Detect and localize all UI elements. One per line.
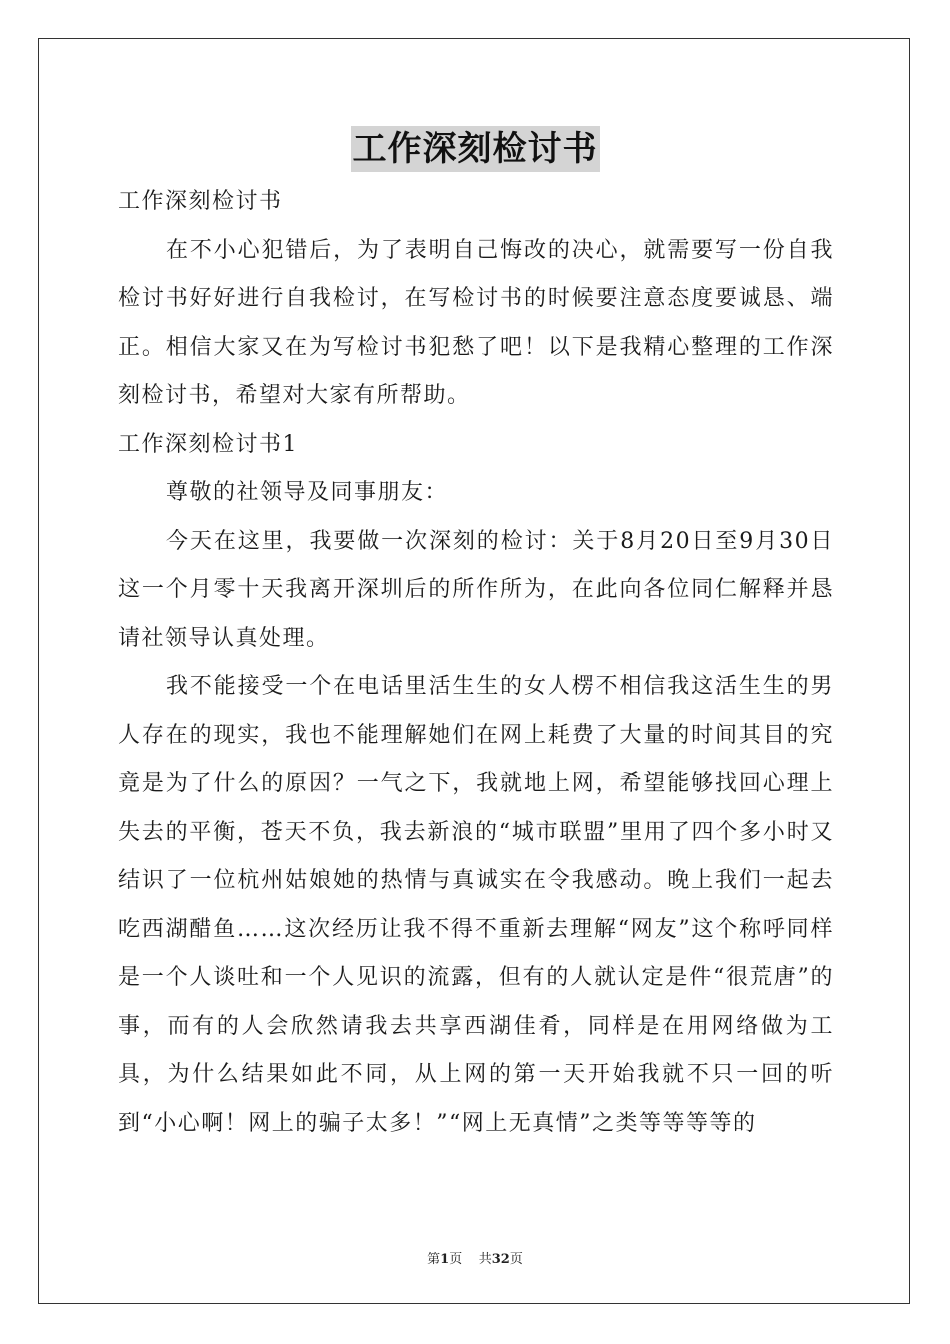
salutation: 尊敬的社领导及同事朋友： (166, 480, 449, 505)
total-suffix: 页 (509, 1252, 523, 1267)
total-page-count: 32 (491, 1252, 510, 1267)
page-suffix: 页 (449, 1252, 463, 1267)
subtitle-line: 工作深刻检讨书 (118, 189, 283, 214)
page-footer (0, 1248, 950, 1267)
intro-paragraph: 在不小心犯错后，为了表明自己悔改的决心，就需要写一份自我检讨书好好进行自我检讨，在写检讨书的时候要注意态度要诚恳、端正。相信大家又在为写检讨书犯愁了吧！以下是我精心整理的工作深刻检讨书，希望对大家有所帮助。 (118, 237, 834, 408)
page-prefix: 第 (427, 1252, 441, 1267)
title-container (0, 126, 950, 172)
current-page-number: 1 (440, 1252, 450, 1267)
body-paragraph-1: 今天在这里，我要做一次深刻的检讨：关于8月20日至9月30日这一个月零十天我离开深圳后的所作所为，在此向各位同仁解释并恳请社领导认真处理。 (118, 528, 834, 651)
document-body (118, 178, 834, 1148)
body-paragraph-2: 我不能接受一个在电话里活生生的女人楞不相信我这活生生的男人存在的现实，我也不能理解她们在网上耗费了大量的时间其目的究竟是为了什么的原因？一气之下，我就地上网，希望能够找回心理上失去的平衡，苍天不负，我去新浪的“城市联盟”里用了四个多小时又结识了一位杭州姑娘她的热情与真诚实在令我感动。晚上我们一起去吃西湖醋鱼……这次经历让我不得不重新去理解“网友”这个称呼同样是一个人谈吐和一个人见识的流露，但有的人就认定是件“很荒唐”的事，而有的人会欣然请我去共享西湖佳肴，同样是在用网络做为工具，为什么结果如此不同，从上网的第一天开始我就不只一回的听到“小心啊！网上的骗子太多！”“网上无真情”之类等等等等的 (118, 674, 834, 1136)
section-heading: 工作深刻检讨书1 (118, 431, 298, 457)
document-title: 工作深刻检讨书 (351, 126, 600, 172)
total-prefix: 共 (478, 1252, 492, 1267)
